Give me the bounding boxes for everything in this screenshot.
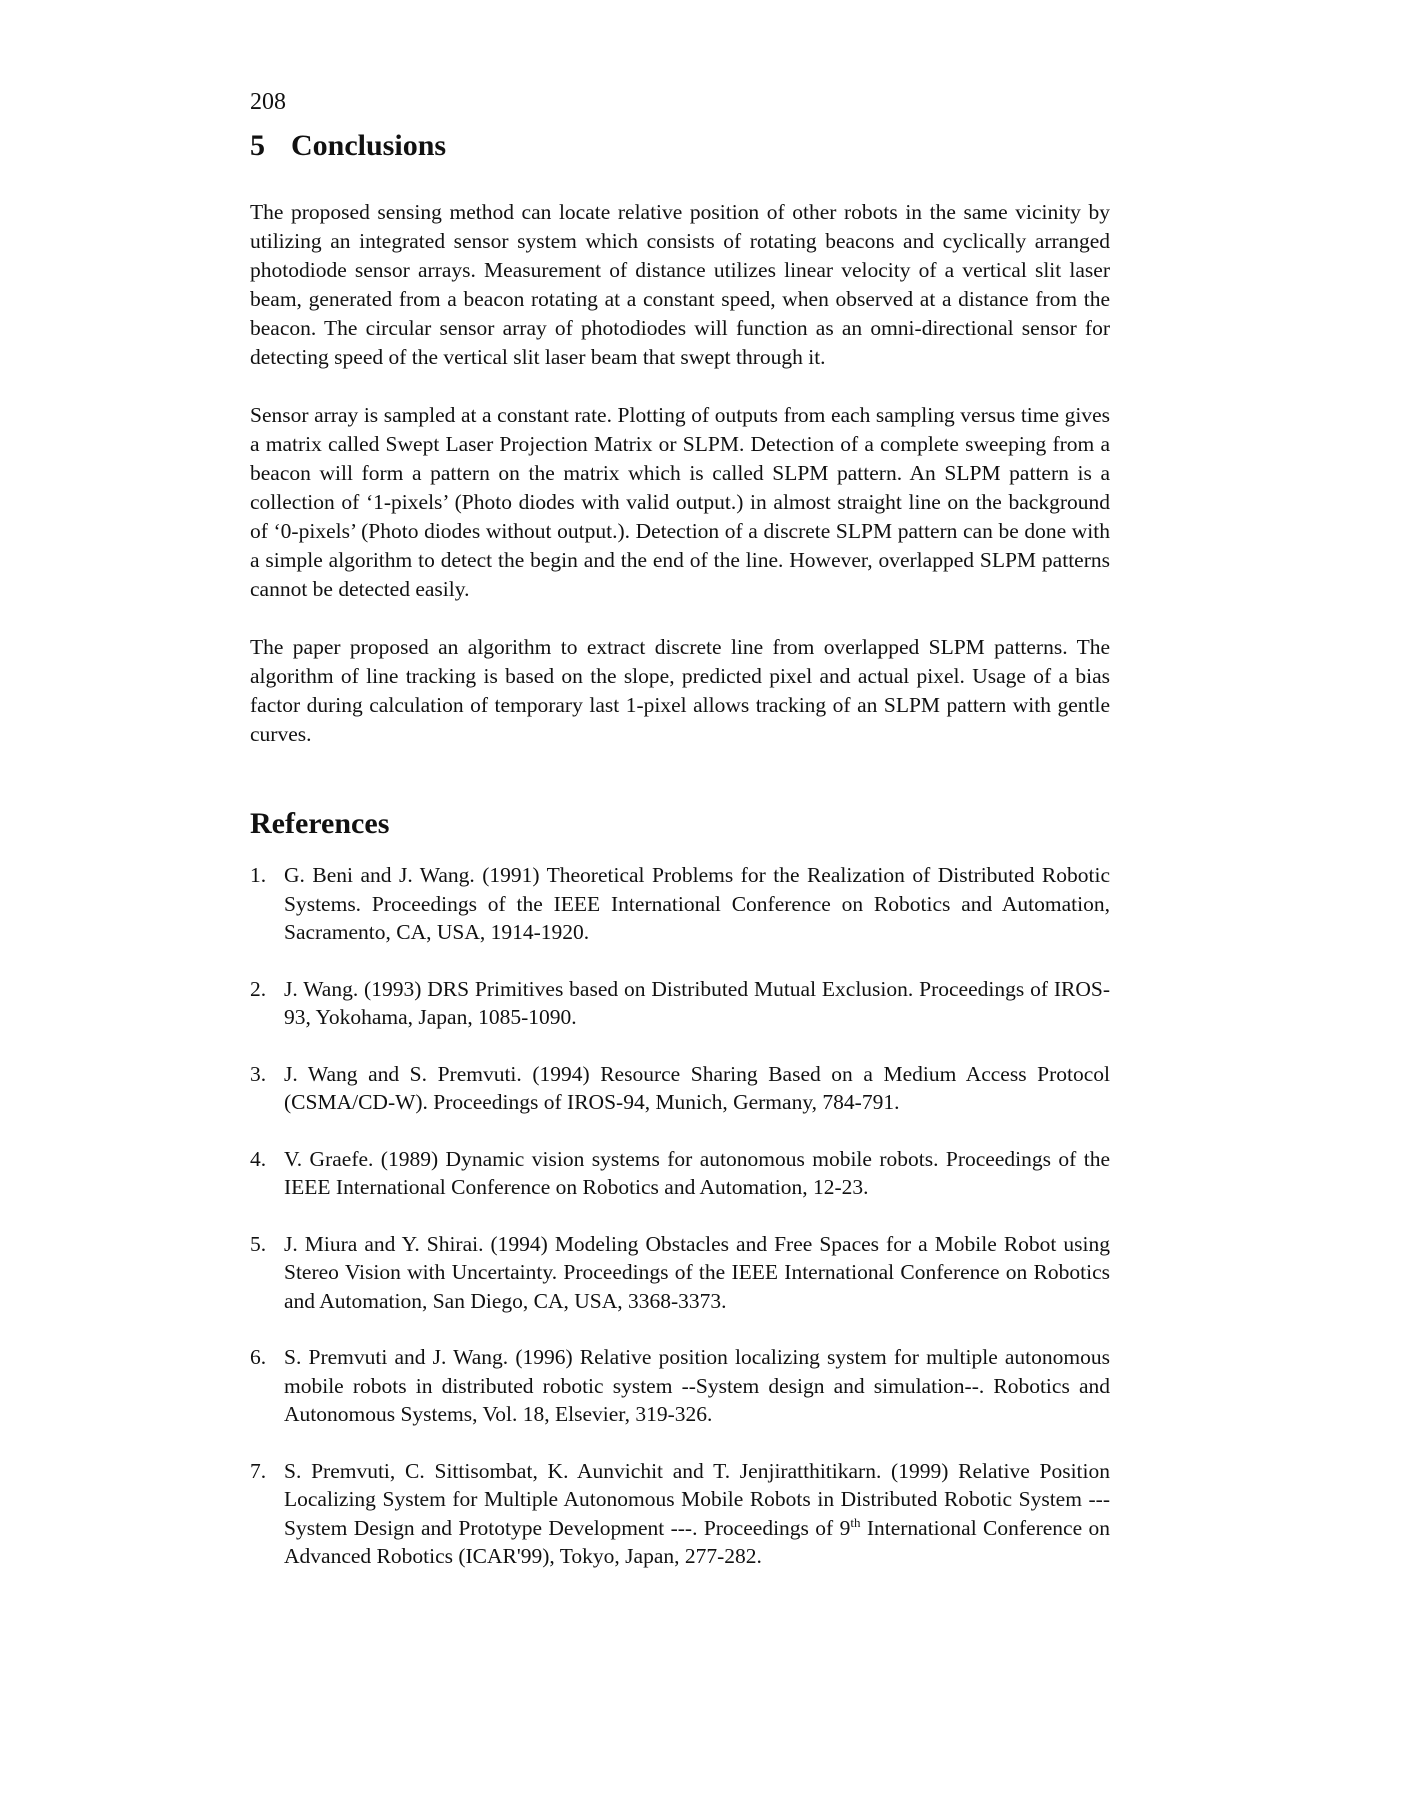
references-heading: References: [250, 807, 390, 840]
reference-text: [284, 1457, 1110, 1571]
reference-number: 1.: [250, 863, 267, 887]
reference-item: [250, 1343, 1110, 1429]
paragraph: Sensor array is sampled at a constant rate. Plotting of outputs from each sampling versus time gives a matrix called Swept Laser Projection Matrix or SLPM. Detection of a complete sweeping from a beacon will form a pattern on the matrix which is called SLPM pattern. An SLPM pattern is a collection of ‘1-pixels’ (Photo diodes with valid output.) in almost straight line on the background of ‘0-pixels’ (Photo diodes without output.). Detection of a discrete SLPM pattern can be done with a simple algorithm to detect the begin and the end of the line. However, overlapped SLPM patterns cannot be detected easily.: [250, 403, 1110, 601]
section-heading: [250, 128, 1110, 164]
reference-text-part: International Conference on Advanced Robotics (ICAR'99), Tokyo, Japan, 277-282.: [284, 1515, 1111, 1568]
reference-number: 5.: [250, 1231, 267, 1256]
page: [250, 88, 1110, 1599]
reference-number: 7.: [250, 1458, 267, 1483]
ordinal-superscript: th: [850, 1514, 861, 1530]
conclusions-body: [250, 198, 1110, 749]
reference-text-part: S. Premvuti, C. Sittisombat, K. Aunvichit and T. Jenjiratthitikarn. (1999) Relative Position Localizing System for Multiple Autonomous Mobile Robots in Distributed Robotic System --- System Design and Prototype Development ---. Proceedings of 9: [284, 1458, 1110, 1540]
reference-item: [250, 861, 1110, 947]
reference-number: 3.: [250, 1061, 267, 1086]
reference-item: [250, 1145, 1110, 1202]
reference-number: 2.: [250, 976, 267, 1001]
reference-item: [250, 1457, 1110, 1571]
page-number: 208: [250, 89, 286, 115]
reference-item: [250, 975, 1110, 1032]
reference-text: V. Graefe. (1989) Dynamic vision systems for autonomous mobile robots. Proceedings of the IEEE International Conference on Robotics and Automation, 12-23.: [284, 1146, 1110, 1199]
reference-text: G. Beni and J. Wang. (1991) Theoretical Problems for the Realization of Distributed Robotic Systems. Proceedings of the IEEE International Conference on Robotics and Automation, Sacramento, CA, USA, 1914-1920.: [284, 863, 1110, 944]
section-number: 5: [250, 129, 265, 162]
reference-number: 6.: [250, 1345, 267, 1369]
reference-item: [250, 1230, 1110, 1316]
section-title: Conclusions: [291, 129, 447, 162]
reference-text: J. Wang. (1993) DRS Primitives based on Distributed Mutual Exclusion. Proceedings of IROS-93, Yokohama, Japan, 1085-1090.: [284, 976, 1110, 1029]
reference-text: J. Miura and Y. Shirai. (1994) Modeling Obstacles and Free Spaces for a Mobile Robot using Stereo Vision with Uncertainty. Proceedings of the IEEE International Conference on Robotics and Automation, San Diego, CA, USA, 3368-3373.: [284, 1231, 1110, 1313]
reference-text: J. Wang and S. Premvuti. (1994) Resource Sharing Based on a Medium Access Protocol (CSMA/CD-W). Proceedings of IROS-94, Munich, Germany, 784-791.: [284, 1061, 1110, 1114]
reference-item: [250, 1060, 1110, 1117]
references-list: [250, 861, 1110, 1571]
paragraph: The proposed sensing method can locate relative position of other robots in the same vicinity by utilizing an integrated sensor system which consists of rotating beacons and cyclically arranged photodiode sensor arrays. Measurement of distance utilizes linear velocity of a vertical slit laser beam, generated from a beacon rotating at a constant speed, when observed at a distance from the beacon. The circular sensor array of photodiodes will function as an omni-directional sensor for detecting speed of the vertical slit laser beam that swept through it.: [250, 200, 1110, 369]
reference-text: S. Premvuti and J. Wang. (1996) Relative position localizing system for multiple autonomous mobile robots in distributed robotic system --System design and simulation--. Robotics and Autonomous Systems, Vol. 18, Elsevier, 319-326.: [284, 1345, 1110, 1426]
paragraph: The paper proposed an algorithm to extract discrete line from overlapped SLPM patterns. The algorithm of line tracking is based on the slope, predicted pixel and actual pixel. Usage of a bias factor during calculation of temporary last 1-pixel allows tracking of an SLPM pattern with gentle curves.: [250, 635, 1110, 746]
reference-number: 4.: [250, 1146, 267, 1171]
